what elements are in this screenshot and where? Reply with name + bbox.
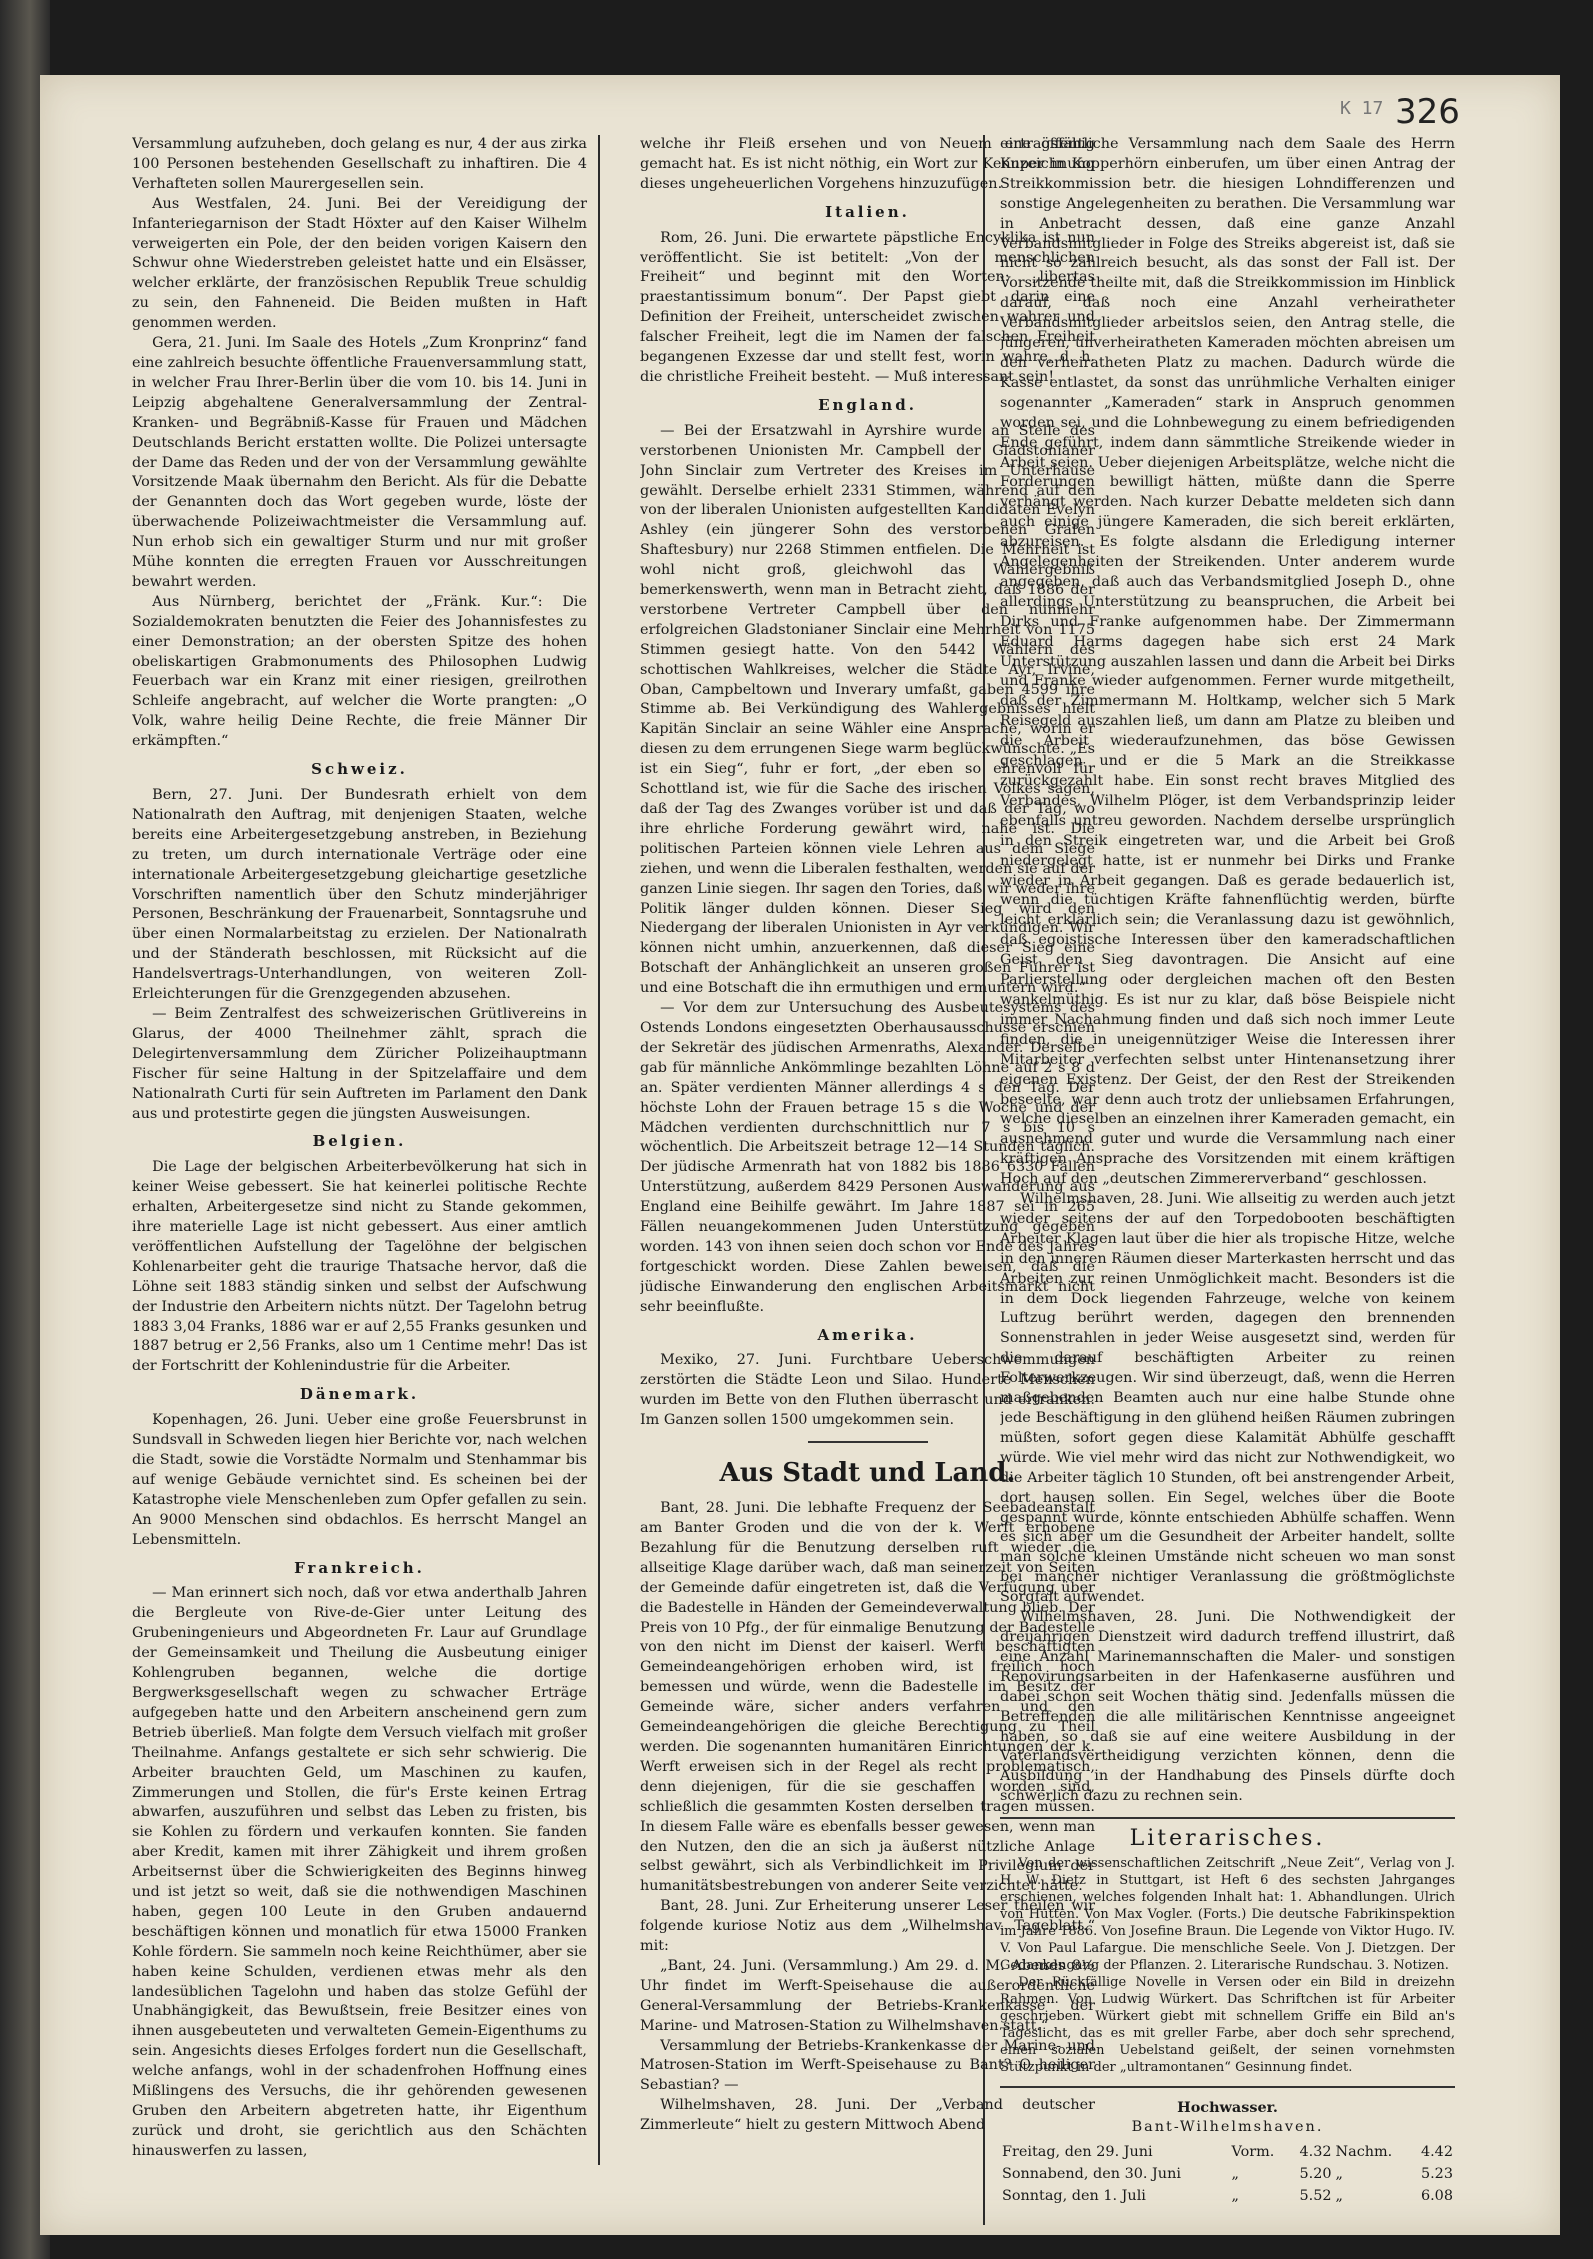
article-paragraph: eine öffentliche Versammlung nach dem Saale des Herrn Kuper in Kopperhörn einberufen, um über einen Antrag der Streikkommission betr. die hiesigen Lohndifferenzen und sonstige Angelegenheiten zu berathen. Die Versammlung war in Anbetracht dessen, daß eine ganze Anzahl Verbandsmitglieder in Folge des Streiks abgereist ist, daß sie nicht so zahlreich besucht, als das sonst der Fall ist. Der Vorsitzende theilte mit, daß die Streikkommission im Hinblick darauf, daß noch eine Anzahl verheiratheter Verbandsmitglieder arbeitslos seien, den Antrag stelle, die jüngeren, unverheiratheten Kameraden möchten abreisen um den verheiratheten Platz zu machen. Dadurch würde die Kasse entlastet, da sonst das unrühmliche Verhalten einiger sogenannter „Kameraden“ stark in Anspruch genommen worden sei, und die Lohnbewegung zu einem befriedigenden Ende geführt, indem dann sämmtliche Streikende wieder in Arbeit seien. Ueber diejenigen Arbeitsplätze, welche nicht die Forderungen bewilligt hätten, müßte dann die Sperre verhängt werden. Nach kurzer Debatte meldeten sich dann auch einige jüngere Kameraden, die sich bereit erklärten, abzureisen. Es folgte alsdann die Erledigung interner Angelegenheiten der Streikenden. Unter anderem wurde angegeben, daß auch das Verbandsmitglied Joseph D., ohne allerdings Unterstützung zu beanspruchen, die Arbeit bei Dirks und Franke aufgenommen habe. Der Zimmermann Eduard Harms dagegen habe sich erst 24 Mark Unterstützung auszahlen lassen und dann die Arbeit bei Dirks und Franke wieder aufgenommen. Ferner wurde mitgetheilt, daß der Zimmermann M. Holtkamp, welcher sich 5 Mark Reisegeld auszahlen ließ, um dann am Platze zu bleiben und die Arbeit wiederaufzunehmen, das böse Gewissen geschlagen und er die 5 Mark an die Streikkasse zurückgezahlt habe. Ein sonst recht braves Mitglied des Verbandes, Wilhelm Plöger, ist dem Verbandsprinzip leider ebenfalls untreu geworden. Nachdem derselbe ursprünglich in den Streik eingetreten war, und die Arbeit bei Groß niedergelegt hatte, ist er nunmehr bei Dirks und Franke wieder in Arbeit gegangen. Daß es gerade bedauerlich ist, wenn die tüchtigen Kräfte fahnenflüchtig werden, bürfte leicht erklärlich sein; die Veranlassung dazu ist gewöhnlich, daß egoistische Interessen über den kameradschaftlichen Geist den Sieg davontragen. Die Ansicht auf eine Parlierstellung oder dergleichen machen oft den Besten wankelmüthig. Es ist nur zu klar, daß böse Beispiele nicht immer Nachahmung finden und daß sich noch immer Leute finden, die in uneigennütziger Weise die Interessen ihrer Mitarbeiter verfechten selbst unter Hintenansetzung ihrer eigenen Existenz. Der Geist, der den Rest der Streikenden beseelte, war denn auch trotz der unliebsamen Erfahrungen, welche dieselben an einzelnen ihrer Kameraden gemacht, ein ausnehmend guter und wurde die Versammlung nach einer kräftigen Ansprache des Vorsitzenden mit einem kräftigen Hoch auf den „deutschen Zimmererverband“ geschlossen. bbox=[1000, 136, 1455, 1188]
tide-pm-label: „ bbox=[1335, 2187, 1343, 2204]
article-paragraph: Wilhelmshaven, 28. Juni. Wie allseitig zu werden auch jetzt wieder seitens der auf den Torpedobooten beschäftigten Arbeiter Klagen laut über die hier als tropische Hitze, welche in den inneren Räumen dieser Marterkasten herrscht und das Arbeiten zur reinen Unmöglichkeit macht. Besonders ist die in dem Dock liegenden Fahrzeuge, welche von keinem Luftzug berührt werden, dagegen den brennenden Sonnenstrahlen in jeder Weise ausgesetzt sind, werden für die darauf beschäftigten Arbeiter zu reinen Folterwerkzeugen. Wir sind überzeugt, daß, wenn die Herren maßgebenden Beamten auch nur eine halbe Stunde ohne jede Beschäftigung in den glühend heißen Räumen zubringen müßten, sofort gegen diese Kalamität Abhülfe geschafft würde. Wie viel mehr wird das nicht zur Nothwendigkeit, wo die Arbeiter täglich 10 Stunden, oft bei anstrengender Arbeit, dort hausen sollen. Ein Segel, welches über die Boote gespannt würde, könnte entschieden Abhülfe schaffen. Wenn es sich aber um die Gesundheit der Arbeiter handelt, sollte man solche kleinen Umstände nicht scheuen wo man sonst bei mancher nichtiger Veranlassung die größtmöglichste Sorgfalt aufwendet. bbox=[1000, 1191, 1455, 1606]
tide-am-label: „ bbox=[1231, 2165, 1240, 2182]
section-divider bbox=[808, 1441, 928, 1443]
article-paragraph: „Bant, 24. Juni. (Versammlung.) Am 29. d. M. Abends 8½ Uhr findet im Werft-Speisehause die außerordentliche General-Versammlung der Betriebs-Krankenkasse der Marine- und Matrosen-Station zu Wilhelmshaven statt.“ bbox=[640, 1957, 1095, 2034]
literature-note: Von der wissenschaftlichen Zeitschrift „Neue Zeit“, Verlag von J. H. W. Dietz in Stuttgart, ist Heft 6 des sechsten Jahrganges erschienen, welches folgenden Inhalt hat: 1. Abhandlungen. Ulrich von Hutten. Von Max Vogler. (Forts.) Die deutsche Fabrikinspektion im Jahre 1886. Von Josefine Braun. Die Legende von Viktor Hugo. IV. V. Von Paul Lafargue. Die menschliche Seele. Von J. Dietzgen. Der Gedankengang der Pflanzen. 2. Literarische Rundschau. 3. Notizen. bbox=[1000, 1856, 1455, 1974]
page-number: 326 bbox=[1395, 92, 1460, 132]
article-paragraph: — Man erinnert sich noch, daß vor etwa anderthalb Jahren die Bergleute von Rive-de-Gier unter Leitung des Grubeningenieurs und Abgeordneten Fr. Laur auf Grundlage der Gemeinsamkeit und Theilung die Ausbeutung einiger Kohlengruben begannen, welche die dortige Bergwerksgesellschaft wegen zu schwacher Erträge aufgegeben hatte und den Arbeitern anscheinend gern zum Betrieb überließ. Man folgte dem Versuch vielfach mit großer Theilnahme. Anfangs gestaltete er sich sehr schwierig. Die Arbeiter brauchten Geld, um Maschinen zu kaufen, Zimmerungen und Stollen, die für's Erste keinen Ertrag abwarfen, auszuführen und selbst das Leben zu fristen, bis sie Kohlen zu fördern und verkaufen konnten. Sie fanden aber Kredit, kamen mit ihrer Zähigkeit und ihrem großen Arbeitsernst über die Schwierigkeiten des Beginns hinweg und ist jetzt so weit, daß sie die nothwendigen Maschinen haben, gegen 100 Leute in den Gruben andauernd beschäftigen können und monatlich für etwa 15000 Franken Kohle fördern. Sie sammeln noch keine Reichthümer, aber sie haben keine Schulden, verdienen etwas mehr als den landesüblichen Tagelohn und haben das stolze Gefühl der Unabhängigkeit, das Bewußtsein, freie Besitzer eines von ihnen ausgebeuteten und verwalteten Gemein-Eigenthums zu sein. Angesichts dieses Erfolges fordert nun die Gesellschaft, welche anfangs, wohl in der schadenfrohen Hoffnung eines Mißlingens des Versuchs, die ihr gehörenden gewesenen Gruben den Arbeitern abgetreten hatte, ihr Eigenthum zurück und droht, sie gerichtlich aus den Schächten hinauswerfen zu lassen, bbox=[132, 1585, 587, 2159]
section-heading-england: England. bbox=[818, 395, 917, 414]
tide-am-time: 5.52 bbox=[1299, 2187, 1332, 2204]
archive-stamp: K 17 bbox=[1340, 98, 1384, 119]
tide-pm-label: „ bbox=[1335, 2165, 1343, 2182]
article-paragraph: Wilhelmshaven, 28. Juni. Die Nothwendigkeit der dreijährigen Dienstzeit wird dadurch treffend illustrirt, daß eine Anzahl Marinemannschaften die Maler- und sonstigen Renovirungsarbeiten in der Hafenkaserne ausführen und dabei schon seit Wochen thätig sind. Jedenfalls müssen die Betreffenden die alle militärischen Kenntnisse angeeignet haben, so daß sie auf eine weitere Ausbildung in der Vaterlandsvertheidigung verzichten können, denn die Ausbildung in der Handhabung des Pinsels dürfte doch schwerlich dazu zu rechnen sein. bbox=[1000, 1609, 1455, 1805]
article-paragraph: — Bei der Ersatzwahl in Ayrshire wurde an Stelle des verstorbenen Unionisten Mr. Campbell der Gladstonianer John Sinclair zum Vertreter des Kreises im Unterhause gewählt. Derselbe erhielt 2331 Stimmen, während auf den von der liberalen Unionisten aufgestellten Kandidaten Evelyn Ashley (ein jüngerer Sohn des verstorbenen Grafen Shaftesbury) nur 2268 Stimmen entfielen. Die Mehrheit ist wohl nicht groß, gleichwohl das Wahlergebniß bemerkenswerth, wenn man in Betracht zieht, daß 1886 der verstorbene Vertreter Campbell über den nunmehr erfolgreichen Gladstonianer Sinclair eine Mehrheit von 1175 Stimmen gesiegt hatte. Von den 5442 Wählern des schottischen Wahlkreises, welcher die Städte Ayr, Irvine, Oban, Campbeltown und Inverary umfaßt, gaben 4599 ihre Stimme ab. Bei Verkündigung des Wahlergebnisses hielt Kapitän Sinclair an seine Wähler eine Ansprache, worin er diesen zu dem errungenen Siege warm beglückwünschte. „Es ist ein Sieg“, fuhr er fort, „der eben so ehrenvoll für Schottland ist, wie für die Sache des irischen Volkes sagen, daß der Tag des Zwanges vorüber ist und daß der Tag, wo ihre ehrliche Forderung gewährt wird, nahe ist. Die politischen Parteien können viele Lehren aus dem Siege ziehen, und wenn die Liberalen festhalten, werden sie auf der ganzen Linie siegen. Ihr sagen den Tories, daß wir weder ihre Politik länger dulden können. Dieser Sieg wird den Niedergang der liberalen Unionisten in Ayr verkündigen. Wir können nicht umhin, anzuerkennen, daß dieser Sieg eine Botschaft der Anhänglichkeit an unseren großen Führer ist und eine Botschaft die ihn ermuthigen und ermuntern wird.“ bbox=[640, 422, 1095, 997]
section-heading-literarisches: Literarisches. bbox=[1129, 1826, 1326, 1852]
column-rule-1 bbox=[598, 135, 600, 2165]
section-heading-belgien: Belgien. bbox=[312, 1132, 407, 1151]
tide-table-subtitle: Bant-Wilhelmshaven. bbox=[1131, 2118, 1324, 2135]
section-heading-frankreich: Frankreich. bbox=[294, 1558, 425, 1577]
section-divider bbox=[1000, 2086, 1455, 2088]
literature-note: Der Rückfällige Novelle in Versen oder ein Bild in dreizehn Rahmen. Von Ludwig Würkert. Das Schriftchen ist für Arbeiter geschrieben. Würkert giebt mit schnellem Griffe ein Bild an's Tageslicht, das es mit greller Farbe, aber doch sehr sprechend, einen sozialen Uebelstand geißelt, der seinen vornehmsten Stützpunkt in der „ultramontanen“ Gesinnung findet. bbox=[1000, 1975, 1455, 2076]
article-paragraph: Gera, 21. Juni. Im Saale des Hotels „Zum Kronprinz“ fand eine zahlreich besuchte öffentliche Frauenversammlung statt, in welcher Frau Ihrer-Berlin über die vom 10. bis 14. Juni in Leipzig abgehaltene Generalversammlung der Zentral-Kranken- und Begräbniß-Kasse für Frauen und Mädchen Deutschlands Bericht erstatten wollte. Die Polizei untersagte der Dame das Reden und der von der Versammlung gewählte Vorsitzende Maak übernahm den Bericht. Als für die Debatte der Genannten doch das Wort gegeben wurde, löste der überwachende Polizeiwachtmeister die Versammlung auf. Nun erhob sich ein gewaltiger Sturm und nur mit großer Mühe konnten die erregten Frauen vor Ausschreitungen bewahrt werden. bbox=[132, 335, 587, 590]
article-paragraph: Rom, 26. Juni. Die erwartete päpstliche Encyklika ist nun veröffentlicht. Sie ist betitelt: „Von der menschlichen Freiheit“ und beginnt mit den Worten: „libertas praestantissimum bonum“. Der Papst giebt darin eine Definition der Freiheit, unterscheidet zwischen wahrer und falscher Freiheit, legt die im Namen der falschen Freiheit begangenen Exzesse dar und stellt fest, worin wahre, d. h. die christliche Freiheit besteht. — Muß interessant sein! bbox=[640, 229, 1095, 385]
table-row bbox=[1000, 2186, 1455, 2208]
section-heading-amerika: Amerika. bbox=[817, 1325, 918, 1344]
tide-pm-label: Nachm. bbox=[1335, 2143, 1393, 2160]
article-paragraph: Aus Westfalen, 24. Juni. Bei der Vereidigung der Infanteriegarnison der Stadt Höxter auf den Kaiser Wilhelm verweigerten ein Pole, der den beiden vorigen Kaisern den Schwur ohne Wiederstreben geleistet hatte und ein Elsässer, welcher erklärte, der französischen Republik Treue schuldig zu sein, den Fahneneid. Die Beiden mußten in Haft genommen werden. bbox=[132, 195, 587, 332]
tide-pm-time: 4.42 bbox=[1420, 2143, 1453, 2160]
article-paragraph: Versammlung der Betriebs-Krankenkasse der Marine- und Matrosen-Station im Werft-Speisehause zu Bant? O heiliger Sebastian? — bbox=[640, 2037, 1095, 2094]
tide-table-title: Hochwasser. bbox=[1177, 2099, 1278, 2117]
tide-day: Sonntag, den 1. Juli bbox=[1002, 2187, 1146, 2204]
column-3 bbox=[1000, 135, 1455, 2255]
tide-am-label: Vorm. bbox=[1231, 2143, 1275, 2160]
tide-am-time: 5.20 bbox=[1299, 2165, 1332, 2182]
table-row bbox=[1000, 2164, 1455, 2186]
section-heading-italien: Italien. bbox=[825, 202, 910, 221]
section-heading-daenemark: Dänemark. bbox=[299, 1385, 420, 1404]
tide-day: Sonnabend, den 30. Juni bbox=[1002, 2165, 1181, 2182]
tide-pm-time: 6.08 bbox=[1420, 2187, 1453, 2204]
article-paragraph: welche ihr Fleiß ersehen und von Neuem ertragsfähig gemacht hat. Es ist nicht nöthig, ein Wort zur Kennzeichnung dieses ungeheuerlichen Vorgehens hinzuzufügen. bbox=[640, 136, 1095, 192]
article-paragraph: Bern, 27. Juni. Der Bundesrath erhielt von dem Nationalrath den Auftrag, mit denjenigen Staaten, welche bereits eine Arbeitergesetzgebung anstreben, in Beziehung zu treten, um durch internationale Verträge oder eine internationale Arbeitergesetzgebung gleichartige gesetzliche Vorschriften namentlich über den Schutz minderjähriger Personen, Beschränkung der Frauenarbeit, Sonntagsruhe und über einen Normalarbeitstag zu erzielen. Der Nationalrath und der Ständerath beschlossen, mit Rücksicht auf die Handelsvertrags-Unterhandlungen, von weiteren Zoll-Erleichterungen für die Grenzgegenden abzusehen. bbox=[132, 787, 587, 1003]
article-paragraph: Bant, 28. Juni. Die lebhafte Frequenz der Seebadeanstalt am Banter Groden und die von der k. Werft erhobene Bezahlung für die Benutzung derselben ruft wieder die allseitige Klage darüber wach, daß man seinerzeit von Seiten der Gemeinde dafür eingetreten ist, daß die Verfügung über die Badestelle in Händen der Gemeindeverwaltung blieb. Der Preis von 10 Pfg., der für einmalige Benutzung der Badestelle von den nicht im Dienst der kaiserl. Werft beschäftigten Gemeindeangehörigen erhoben wird, ist freilich hoch bemessen und würde, wenn die Badestelle im Besitz der Gemeinde wäre, sicher anders verfahren und den Gemeindeangehörigen die gleiche Berechtigung zu Theil werden. Die sogenannten humanitären Einrichtungen der k. Werft erweisen sich in der Regel als recht problematisch, denn diejenigen, für die sie geschaffen worden sind, schließlich die gesammten Kosten derselben tragen müssen. In diesem Falle wäre es ebenfalls besser gewesen, wenn man den Nutzen, den die an sich ja äußerst nützliche Anlage selbst gewährt, sich als Verbindlichkeit im Privilegium der humanitätsbestrebungen von anderer Seite verzichtet hätte. bbox=[640, 1500, 1095, 1895]
tide-table bbox=[1000, 2142, 1455, 2208]
tide-am-time: 4.32 bbox=[1299, 2143, 1332, 2160]
tide-day: Freitag, den 29. Juni bbox=[1002, 2143, 1153, 2160]
article-paragraph: Wilhelmshaven, 28. Juni. Der „Verband deutscher Zimmerleute“ hielt zu gestern Mittwoch Abend bbox=[640, 2097, 1095, 2134]
section-divider bbox=[1000, 1817, 1455, 1819]
article-paragraph: Kopenhagen, 26. Juni. Ueber eine große Feuersbrunst in Sundsvall in Schweden liegen hier Berichte vor, nach welchen die Stadt, sowie die Vorstädte Normalm und Stenhammar bis auf wenige Gebäude vernichtet sind. Es scheinen bei der Katastrophe viele Menschenleben zum Opfer gefallen zu sein. An 9000 Menschen sind obdachlos. Es herrscht Mangel an Lebensmitteln. bbox=[132, 1412, 587, 1548]
article-paragraph: Aus Nürnberg, berichtet der „Fränk. Kur.“: Die Sozialdemokraten benutzten die Feier des Johannisfestes zu einer Demonstration; an der obersten Spitze des hohen obeliskartigen Grabmonuments des Philosophen Ludwig Feuerbach war ein Kranz mit einer riesigen, greilrothen Schleife angebracht, auf welcher die Worte prangten: „O Volk, wahre heilig Deine Rechte, die freie Männer Dir erkämpften.“ bbox=[132, 593, 587, 750]
column-1 bbox=[132, 135, 587, 2215]
section-heading-schweiz: Schweiz. bbox=[311, 760, 408, 779]
article-paragraph: Bant, 28. Juni. Zur Erheiterung unserer Leser theilen wir folgende kuriose Notiz aus dem „Wilhelmshav. Tageblatt.“ mit: bbox=[640, 1898, 1095, 1955]
article-paragraph: — Beim Zentralfest des schweizerischen Grütlivereins in Glarus, der 4000 Theilnehmer zählt, sprach die Delegirtenversammlung dem Züricher Polizeihauptmann Fischer für seine Haltung in der Spitzelaffaire und dem Nationalrath Curti für sein Auftreten im Parlament den Dank aus und protestirte gegen die jüngsten Ausweisungen. bbox=[132, 1005, 587, 1122]
tide-am-label: „ bbox=[1231, 2187, 1240, 2204]
section-heading-stadt-und-land: Aus Stadt und Land. bbox=[719, 1458, 1016, 1489]
tide-pm-time: 5.23 bbox=[1420, 2165, 1453, 2182]
article-paragraph: Versammlung aufzuheben, doch gelang es nur, 4 der aus zirka 100 Personen bestehenden Gesellschaft zu inhaftiren. Die 4 Verhafteten sollen Maurergesellen sein. bbox=[132, 136, 587, 192]
article-paragraph: Mexiko, 27. Juni. Furchtbare Ueberschwemmungen zerstörten die Städte Leon und Silao. Hunderte Menschen wurden im Bette von den Fluthen überrascht und ertranken. Im Ganzen sollen 1500 umgekommen sein. bbox=[640, 1352, 1095, 1429]
table-row bbox=[1000, 2142, 1455, 2164]
article-paragraph: — Vor dem zur Untersuchung des Ausbeutesystems des Ostends Londons eingesetzten Oberhausausschusse erschien der Sekretär des jüdischen Armenraths, Alexander. Derselbe gab für männliche Ankömmlinge bezahlten Löhne auf 2 s 8 d an. Später verdienten Männer allerdings 4 s den Tag. Der höchste Lohn der Frauen betrage 15 s die Woche und der Mädchen verdienten durchschnittlich nur 7 s bis 10 s wöchentlich. Die Arbeitszeit betrage 12—14 Stunden täglich. Der jüdische Armenrath hat von 1882 bis 1886 6330 Fällen Unterstützung, außerdem 8429 Personen Auswanderung aus England eine Beihilfe gewährt. Im Jahre 1887 sei in 265 Fällen neuangekommenen Juden Unterstützung gegeben worden. 143 von ihnen seien doch schon vor Ende des Jahres fortgeschickt worden. Diese Zahlen beweisen, daß die jüdische Einwanderung den englischen Arbeitsmarkt nicht sehr beeinflußte. bbox=[640, 1000, 1095, 1315]
article-paragraph: Die Lage der belgischen Arbeiterbevölkerung hat sich in keiner Weise gebessert. Sie hat keinerlei politische Rechte erhalten, Arbeitergesetze sind nicht zu Stande gekommen, ihre materielle Lage ist nicht gebessert. Aus einer amtlich veröffentlichen Aufstellung der Tagelöhne der belgischen Kohlenarbeiter geht die traurige Thatsache hervor, daß die Löhne seit 1883 ständig sinken und selbst der Aufschwung der Industrie den Arbeitern nichts nützt. Der Tagelohn betrug 1883 3,04 Franks, 1886 war er auf 2,55 Franks gesunken und 1887 betrug er 2,56 Franks, also um 1 Centime mehr! Das ist der Fortschritt der Kohlenindustrie für die Arbeiter. bbox=[132, 1159, 587, 1375]
